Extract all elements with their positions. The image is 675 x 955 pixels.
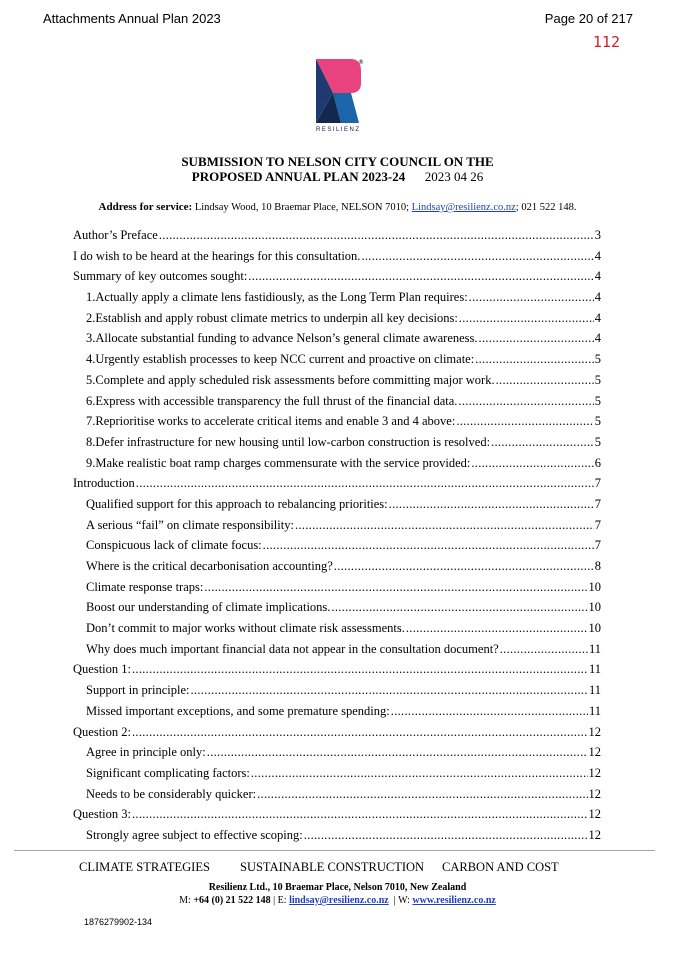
toc-entry-label: Strongly agree subject to effective scoping: — [86, 827, 303, 842]
toc-leader-dots — [475, 352, 594, 367]
toc-entry-label: A serious “fail” on climate responsibility: — [86, 517, 294, 532]
toc-entry-number: 8. — [86, 434, 96, 449]
toc-entry[interactable] — [73, 518, 601, 539]
toc-entry-number: 9. — [86, 455, 96, 470]
toc-entry-number: 3. — [86, 331, 96, 346]
toc-entry-page: 7 — [594, 517, 601, 532]
toc-entry-page: 4 — [594, 290, 601, 305]
toc-leader-dots — [263, 538, 594, 553]
toc-entry[interactable] — [73, 476, 601, 497]
toc-entry-label: Question 2: — [73, 724, 131, 739]
toc-leader-dots — [471, 456, 593, 471]
toc-entry-label: Support in principle: — [86, 683, 190, 698]
toc-entry[interactable] — [73, 249, 601, 270]
document-title-line2-text: PROPOSED ANNUAL PLAN 2023-24 — [191, 169, 406, 184]
toc-leader-dots — [389, 497, 594, 512]
toc-entry[interactable] — [73, 683, 601, 704]
document-title-line2 — [0, 169, 675, 185]
toc-leader-dots — [334, 559, 594, 574]
toc-leader-dots — [159, 228, 594, 243]
table-of-contents — [73, 228, 601, 849]
address-text: Lindsay Wood, 10 Braemar Place, NELSON 7010; — [194, 202, 410, 213]
toc-entry-page: 7 — [594, 496, 601, 511]
toc-leader-dots — [257, 787, 587, 802]
footer-w-label: | W: — [393, 895, 410, 906]
footer-service-2: SUSTAINABLE CONSTRUCTION — [240, 860, 425, 874]
toc-leader-dots — [295, 518, 594, 533]
footer-divider — [14, 850, 655, 851]
toc-entry-label: Question 3: — [73, 807, 131, 822]
toc-entry[interactable] — [73, 766, 601, 787]
toc-entry[interactable] — [73, 311, 601, 332]
footer-email-link[interactable]: lindsay@resilienz.co.nz — [289, 895, 389, 906]
toc-leader-dots — [391, 704, 588, 719]
toc-entry-label: Needs to be considerably quicker: — [86, 786, 257, 801]
toc-entry[interactable] — [73, 787, 601, 808]
toc-entry-page: 11 — [588, 662, 601, 677]
running-header-page: Page 20 of 217 — [544, 11, 633, 26]
toc-entry[interactable] — [73, 559, 601, 580]
toc-entry-label: Author’s Preface — [73, 228, 158, 242]
toc-entry-page: 12 — [588, 745, 601, 760]
footer-contact — [0, 895, 675, 906]
toc-leader-dots — [331, 600, 587, 615]
toc-leader-dots — [479, 331, 594, 346]
toc-entry-page: 4 — [594, 248, 601, 263]
footer-web-link[interactable]: www.resilienz.co.nz — [412, 895, 496, 906]
toc-entry-number: 6. — [86, 393, 96, 408]
address-email-link[interactable]: Lindsay@resilienz.co.nz — [411, 202, 516, 213]
toc-leader-dots — [132, 725, 588, 740]
toc-leader-dots — [136, 476, 594, 491]
footer-company: Resilienz Ltd., 10 Braemar Place, Nelson 7010, New Zealand — [208, 882, 467, 893]
toc-entry-page: 4 — [594, 269, 601, 284]
toc-leader-dots — [204, 580, 587, 595]
toc-entry[interactable] — [73, 745, 601, 766]
toc-entry[interactable] — [73, 269, 601, 290]
document-id: 1876279902-134 — [84, 917, 153, 927]
toc-leader-dots — [469, 290, 594, 305]
toc-entry[interactable] — [73, 807, 601, 828]
running-header-left: Attachments Annual Plan 2023 — [43, 11, 221, 26]
toc-entry[interactable] — [73, 373, 601, 394]
toc-entry[interactable] — [73, 621, 601, 642]
toc-entry-label: Climate response traps: — [86, 579, 204, 594]
toc-entry-label: Conspicuous lack of climate focus: — [86, 538, 262, 553]
document-date: 2023 04 26 — [424, 169, 484, 184]
toc-entry-number: 2. — [86, 310, 96, 325]
toc-entry[interactable] — [73, 228, 601, 249]
toc-entry-page: 4 — [594, 310, 601, 325]
toc-entry-label: Actually apply a climate lens fastidiously, as the Long Term Plan requires: — [95, 290, 468, 305]
toc-entry[interactable] — [73, 538, 601, 559]
toc-entry[interactable] — [73, 662, 601, 683]
toc-entry-page: 5 — [594, 434, 601, 449]
toc-entry-page: 11 — [588, 641, 601, 656]
toc-entry-label: Urgently establish processes to keep NCC current and proactive on climate: — [95, 352, 475, 367]
toc-entry-number: 1. — [86, 290, 96, 305]
toc-entry-page: 12 — [588, 786, 601, 801]
toc-entry-page: 10 — [588, 621, 601, 636]
logo-wordmark: RESILIENZ — [316, 127, 361, 133]
toc-entry-page: 11 — [588, 683, 601, 698]
toc-entry-page: 10 — [588, 579, 601, 594]
document-title-line1: SUBMISSION TO NELSON CITY COUNCIL ON THE — [181, 154, 494, 169]
toc-entry-page: 5 — [594, 393, 601, 408]
toc-entry-page: 12 — [588, 724, 601, 739]
footer-phone: +64 (0) 21 522 148 — [193, 895, 271, 906]
resilienz-logo — [311, 55, 365, 135]
footer-service-3: CARBON AND COST — [442, 860, 559, 874]
toc-leader-dots — [458, 394, 593, 409]
toc-entry-page: 3 — [594, 228, 601, 242]
toc-entry[interactable] — [73, 352, 601, 373]
toc-entry[interactable] — [73, 642, 601, 663]
toc-entry-label: Boost our understanding of climate implications. — [86, 600, 331, 615]
toc-entry-label: Establish and apply robust climate metrics to underpin all key decisions: — [95, 310, 458, 325]
registered-mark: ® — [358, 59, 364, 66]
toc-entry-page: 12 — [588, 765, 601, 780]
toc-entry[interactable] — [73, 497, 601, 518]
toc-entry-label: Complete and apply scheduled risk assessments before committing major work. — [95, 372, 495, 387]
toc-entry-label: Missed important exceptions, and some premature spending: — [86, 703, 390, 718]
toc-entry-page: 5 — [594, 352, 601, 367]
toc-leader-dots — [491, 435, 594, 450]
toc-entry-label: Defer infrastructure for new housing until low-carbon construction is resolved: — [95, 434, 491, 449]
toc-entry[interactable] — [73, 725, 601, 746]
toc-entry[interactable] — [73, 290, 601, 311]
toc-entry-number: 4. — [86, 352, 96, 367]
footer-m-label: M: — [179, 895, 191, 906]
toc-entry-number: 7. — [86, 414, 96, 429]
toc-entry-label: Reprioritise works to accelerate critical items and enable 3 and 4 above: — [95, 414, 456, 429]
toc-leader-dots — [248, 269, 593, 284]
address-for-service — [0, 201, 675, 213]
toc-entry-label: Express with accessible transparency the full thrust of the financial data. — [95, 393, 458, 408]
toc-leader-dots — [406, 621, 588, 636]
toc-entry-page: 7 — [594, 476, 601, 491]
toc-entry-page: 5 — [594, 372, 601, 387]
toc-entry-page: 10 — [588, 600, 601, 615]
toc-entry[interactable] — [73, 600, 601, 621]
footer-service-1: CLIMATE STRATEGIES — [79, 860, 210, 874]
toc-entry-page: 5 — [594, 414, 601, 429]
toc-entry-label: I do wish to be heard at the hearings for this consultation. — [73, 248, 361, 263]
toc-entry-page: 4 — [594, 331, 601, 346]
toc-entry-label: Qualified support for this approach to rebalancing priorities: — [86, 496, 388, 511]
toc-leader-dots — [132, 662, 588, 677]
toc-leader-dots — [456, 414, 593, 429]
toc-leader-dots — [190, 683, 587, 698]
toc-leader-dots — [251, 766, 588, 781]
toc-entry-label: Make realistic boat ramp charges commensurate with the service provided: — [95, 455, 471, 470]
toc-leader-dots — [500, 642, 588, 657]
toc-entry-label: Significant complicating factors: — [86, 765, 250, 780]
toc-entry-label: Introduction — [73, 476, 135, 491]
toc-entry-label: Don’t commit to major works without climate risk assessments. — [86, 621, 405, 636]
toc-entry-label: Where is the critical decarbonisation accounting? — [86, 559, 333, 573]
toc-entry[interactable] — [73, 414, 601, 435]
toc-leader-dots — [207, 745, 588, 760]
address-phone: ; 021 522 148. — [515, 202, 577, 213]
toc-leader-dots — [361, 249, 593, 264]
toc-entry[interactable] — [73, 394, 601, 415]
toc-entry[interactable] — [73, 435, 601, 456]
footer-e-label: | E: — [273, 895, 287, 906]
toc-entry-page: 7 — [594, 538, 601, 553]
stamped-page-number: 112 — [592, 33, 620, 51]
toc-leader-dots — [132, 807, 588, 822]
address-label: Address for service: — [98, 201, 193, 213]
toc-entry-page: 12 — [588, 827, 601, 842]
toc-entry-label: Question 1: — [73, 662, 131, 677]
toc-entry-label: Allocate substantial funding to advance Nelson’s general climate awareness. — [95, 331, 478, 346]
toc-leader-dots — [304, 828, 588, 843]
toc-entry-page: 8 — [594, 559, 601, 573]
toc-entry-label: Summary of key outcomes sought: — [73, 269, 248, 284]
toc-entry-label: Why does much important financial data not appear in the consultation document? — [86, 641, 499, 656]
toc-entry-page: 11 — [588, 703, 601, 718]
toc-entry-label: Agree in principle only: — [86, 745, 206, 760]
toc-entry[interactable] — [73, 331, 601, 352]
toc-entry-page: 12 — [588, 807, 601, 822]
toc-entry-number: 5. — [86, 372, 96, 387]
toc-entry-page: 6 — [594, 455, 601, 470]
toc-entry[interactable] — [73, 828, 601, 849]
toc-entry[interactable] — [73, 456, 601, 477]
toc-leader-dots — [459, 311, 594, 326]
toc-entry[interactable] — [73, 704, 601, 725]
toc-leader-dots — [496, 373, 594, 388]
toc-entry[interactable] — [73, 580, 601, 601]
